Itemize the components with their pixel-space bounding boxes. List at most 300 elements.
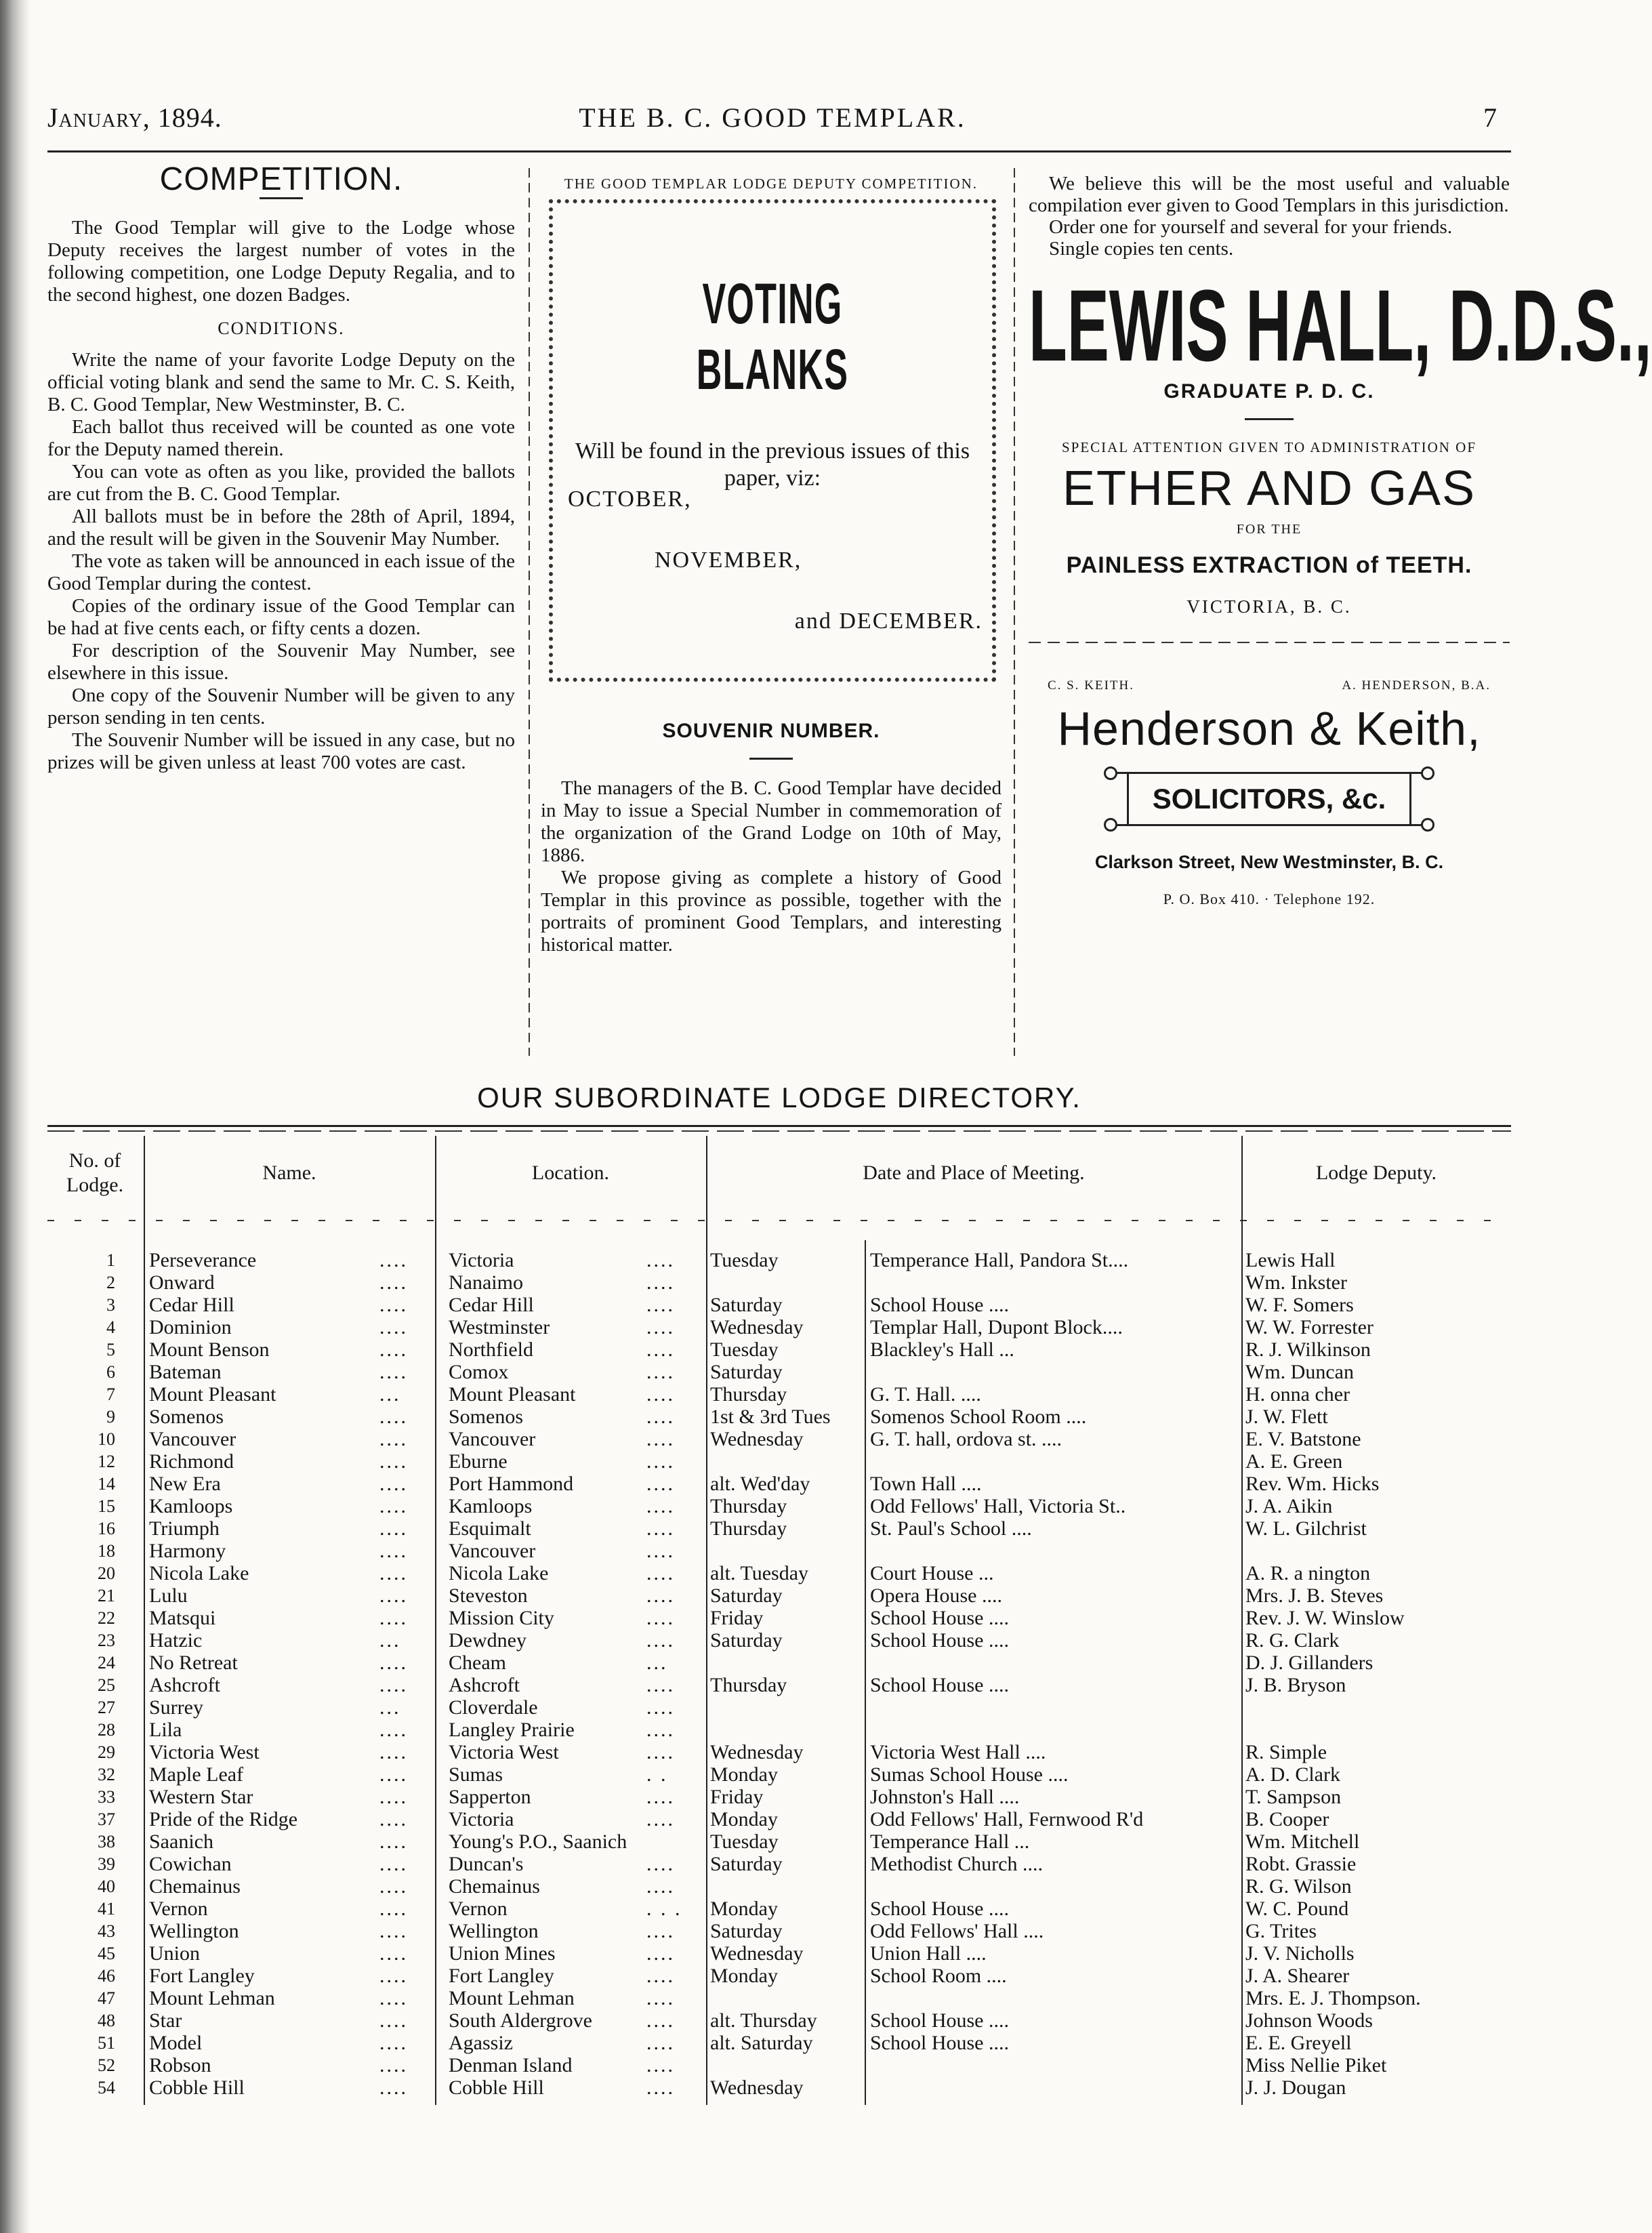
meeting-place: School House .... [870,1607,1009,1629]
meeting-day: Wednesday [710,1942,804,1965]
leader-dots: .... [379,1898,408,1920]
lodge-name: Cowichan [149,1853,232,1875]
meeting-day: alt. Thursday [710,2009,817,2032]
lodge-location: Cloverdale [449,1696,538,1719]
table-row [47,1383,1511,1406]
lodge-deputy: J. B. Bryson [1245,1674,1346,1696]
ad-separator [1029,642,1510,643]
table-row [47,1674,1511,1696]
lodge-name: Harmony [149,1540,226,1562]
lodge-location: Steveston [449,1584,528,1607]
leader-dots: .... [646,1741,675,1763]
dentist-name: LEWIS HALL, D.D.S., [1029,268,1652,382]
meeting-day: Wednesday [710,1741,804,1763]
table-row [47,1987,1511,2009]
meeting-day: alt. Tuesday [710,1562,809,1584]
leader-dots: .... [646,1271,675,1294]
header-bottom-rule [47,1220,1511,1221]
ad-dash [1245,418,1294,420]
lodge-name: Vernon [149,1898,208,1920]
directory-title: OUR SUBORDINATE LODGE DIRECTORY. [477,1082,1081,1113]
lodge-location: Victoria [449,1808,514,1830]
frame-line [1107,772,1432,774]
lodge-number: 22 [98,1608,115,1628]
lodge-deputy: Miss Nellie Piket [1245,2054,1387,2076]
leader-dots: ... [379,1696,401,1719]
lodge-deputy: A. E. Green [1245,1450,1343,1473]
lodge-location: Esquimalt [449,1517,531,1540]
lodge-location: Chemainus [449,1875,540,1898]
lodge-name: Chemainus [149,1875,241,1898]
table-row [47,1294,1511,1316]
lodge-name: Lulu [149,1584,188,1607]
leader-dots: .... [379,1517,408,1540]
lodge-location: Mount Lehman [449,1987,575,2009]
lodge-deputy: W. F. Somers [1245,1294,1354,1316]
table-row [47,1450,1511,1473]
leader-dots: .... [379,1920,408,1942]
leader-dots: .... [646,1316,675,1338]
lodge-deputy: E. V. Batstone [1245,1428,1361,1450]
lodge-name: Mount Lehman [149,1987,275,2009]
leader-dots: .... [646,1473,675,1495]
meeting-day: Thursday [710,1495,787,1517]
lodge-number: 46 [98,1966,115,1986]
lodge-location: Mission City [449,1607,554,1629]
dentist-city: VICTORIA, B. C. [1186,596,1352,617]
leader-dots: .... [379,2032,408,2054]
leader-dots: ... [379,1383,401,1406]
lodge-location: Langley Prairie [449,1719,575,1741]
lodge-name: Union [149,1942,200,1965]
leader-dots: .... [379,2076,408,2099]
lodge-deputy: T. Sampson [1245,1786,1342,1808]
leader-dots: .... [646,1853,675,1875]
leader-dots: .... [646,1294,675,1316]
table-row [47,1517,1511,1540]
lodge-number: 12 [98,1452,115,1471]
leader-dots: .... [379,1294,408,1316]
law-po-box: P. O. Box 410. · Telephone 192. [1163,890,1376,907]
leader-dots: .... [379,1853,408,1875]
lodge-number: 28 [98,1720,115,1740]
meeting-place: Union Hall .... [870,1942,987,1965]
meeting-place: Victoria West Hall .... [870,1741,1046,1763]
meeting-place: Town Hall .... [870,1473,982,1495]
lodge-number: 7 [106,1385,115,1404]
meeting-day: Tuesday [710,1830,779,1853]
lodge-location: Victoria West [449,1741,559,1763]
leader-dots: . . [646,1763,668,1786]
leader-dots: .... [379,1808,408,1830]
table-row [47,1540,1511,1562]
condition-paragraph: Each ballot thus received will be counted as one vote for the Deputy named therein. [47,416,515,460]
condition-paragraph: All ballots must be in before the 28th of April, 1894, and the result will be given in the Souvenir May Number. [47,506,515,550]
meeting-place: School House .... [870,2032,1009,2054]
leader-dots: .... [646,1584,675,1607]
meeting-day: Saturday [710,1629,783,1652]
souvenir-title: SOUVENIR NUMBER. [662,720,880,742]
table-row [47,1473,1511,1495]
table-row [47,1942,1511,1965]
lodge-number: 9 [106,1407,115,1427]
directory-top-rule [47,1125,1511,1127]
column-divider-1 [529,168,530,1056]
lodge-name: Pride of the Ridge [149,1808,298,1830]
lodge-number: 39 [98,1854,115,1874]
meeting-day: Saturday [710,1361,783,1383]
dentist-ether-gas: ETHER AND GAS [1062,462,1477,516]
lodge-deputy: Rev. J. W. Winslow [1245,1607,1405,1629]
leader-dots: .... [646,1540,675,1562]
leader-dots: .... [646,1987,675,2009]
lodge-name: Lila [149,1719,182,1741]
meeting-day: 1st & 3rd Tues [710,1406,831,1428]
lodge-number: 54 [98,2078,115,2097]
lodge-number: 27 [98,1698,115,1717]
voting-blanks-title: VOTING BLANKS [696,272,849,401]
lodge-deputy: B. Cooper [1245,1808,1329,1830]
meeting-day: Saturday [710,1920,783,1942]
meeting-place: Opera House .... [870,1584,1002,1607]
table-row [47,2032,1511,2054]
lodge-deputy: R. Simple [1245,1741,1327,1763]
lodge-location: Comox [449,1361,509,1383]
lodge-name: Triumph [149,1517,220,1540]
table-row [47,2009,1511,2032]
leader-dots: .... [379,1987,408,2009]
lodge-number: 29 [98,1742,115,1762]
lodge-location: Fort Langley [449,1965,554,1987]
meeting-day: Thursday [710,1517,787,1540]
leader-dots: ... [379,1629,401,1652]
leader-dots: .... [646,1674,675,1696]
lodge-location: Sumas [449,1763,503,1786]
lodge-location: South Aldergrove [449,2009,592,2032]
lodge-location: Cobble Hill [449,2076,544,2099]
leader-dots: .... [646,1920,675,1942]
frame-ornament [1104,766,1117,780]
lodge-deputy: Robt. Grassie [1245,1853,1357,1875]
dentist-special: SPECIAL ATTENTION GIVEN TO ADMINISTRATION OF [1061,439,1477,455]
header-deputy: Lodge Deputy. [1315,1162,1437,1184]
meeting-place: Temperance Hall ... [870,1830,1030,1853]
leader-dots: .... [379,1562,408,1584]
leader-dots: .... [646,1942,675,1965]
lodge-number: 14 [98,1474,115,1494]
meeting-day: Thursday [710,1674,787,1696]
voting-blanks-box [549,199,996,682]
frame-ornament [1104,818,1117,832]
table-row [47,1316,1511,1338]
leader-dots: .... [646,1808,675,1830]
table-row [47,1786,1511,1808]
dentist-for-the: FOR THE [1236,522,1302,537]
meeting-day: Monday [710,1808,778,1830]
leader-dots: . . . [646,1898,682,1920]
leader-dots: .... [646,1383,675,1406]
lodge-number: 3 [106,1295,115,1315]
souvenir-paragraph: We propose giving as complete a history of Good Templar in this province as possible, together with the portraits of prominent Good Templars, and interesting historical matter. [541,867,1001,956]
month-november: NOVEMBER, [655,548,802,573]
lodge-location: Victoria [449,1249,514,1271]
table-row [47,1875,1511,1898]
lodge-name: Surrey [149,1696,203,1719]
leader-dots: .... [646,1495,675,1517]
page-binding-edge [0,0,30,2233]
lodge-deputy: D. J. Gillanders [1245,1652,1374,1674]
lodge-number: 21 [98,1586,115,1605]
lodge-deputy: H. onna cher [1245,1383,1350,1406]
leader-dots: .... [646,1428,675,1450]
meeting-day: Wednesday [710,1428,804,1450]
header-date: January, 1894. [47,102,222,133]
condition-paragraph: Copies of the ordinary issue of the Good Templar can be had at five cents each, or fifty cents a dozen. [47,595,515,639]
table-row [47,1741,1511,1763]
lodge-number: 48 [98,2011,115,2030]
dentist-painless: PAINLESS EXTRACTION of TEETH. [1066,552,1472,578]
condition-paragraph: You can vote as often as you like, provided the ballots are cut from the B. C. Good Templar. [47,461,515,505]
meeting-day: Saturday [710,1584,783,1607]
lodge-name: Matsqui [149,1607,216,1629]
promo-paragraph: We believe this will be the most useful and valuable compilation ever given to Good Templars in this jurisdiction. [1029,173,1510,216]
lodge-number: 18 [98,1541,115,1561]
lodge-location: Mount Pleasant [449,1383,576,1406]
lodge-number: 38 [98,1832,115,1851]
table-row [47,1719,1511,1741]
leader-dots: .... [646,1719,675,1741]
month-december: and DECEMBER. [794,609,983,634]
meeting-day: Wednesday [710,1316,804,1338]
lodge-name: Mount Pleasant [149,1383,276,1406]
table-row [47,1652,1511,1674]
leader-dots: .... [646,2032,675,2054]
lodge-name: No Retreat [149,1652,238,1674]
table-row [47,1428,1511,1450]
leader-dots: .... [646,1338,675,1361]
table-row [47,1853,1511,1875]
lodge-number: 24 [98,1653,115,1673]
souvenir-promo [1029,173,1510,260]
leader-dots: .... [379,1450,408,1473]
lodge-deputy: Mrs. E. J. Thompson. [1245,1987,1421,2009]
leader-dots: .... [379,1652,408,1674]
lodge-number: 51 [98,2033,115,2053]
promo-paragraph: Single copies ten cents. [1049,238,1234,260]
header-location: Location. [531,1162,610,1184]
meeting-place: Templar Hall, Dupont Block.... [870,1316,1123,1338]
table-row [47,2054,1511,2076]
competition-title: COMPETITION. [159,161,403,197]
leader-dots: .... [646,1562,675,1584]
lodge-number: 1 [106,1250,115,1270]
lodge-name: New Era [149,1473,221,1495]
lodge-location: Sapperton [449,1786,531,1808]
lodge-name: Somenos [149,1406,224,1428]
meeting-place: Court House ... [870,1562,994,1584]
header-rule [47,150,1511,152]
leader-dots: .... [646,2054,675,2076]
advertisements-column [1029,173,1652,908]
voting-blanks-subtitle: Will be found in the previous issues of this paper, viz: [575,438,970,491]
meeting-place: Johnston's Hall .... [870,1786,1020,1808]
lodge-location: Ashcroft [449,1674,520,1696]
lodge-number: 43 [98,1921,115,1941]
lodge-location: Somenos [449,1406,524,1428]
leader-dots: .... [646,1450,675,1473]
lodge-deputy: Wm. Inkster [1245,1271,1347,1294]
lodge-number: 40 [98,1877,115,1896]
lodge-location: Vancouver [449,1540,536,1562]
lodge-name: Hatzic [149,1629,203,1652]
meeting-place: Methodist Church .... [870,1853,1043,1875]
lodge-name: Model [149,2032,203,2054]
lodge-name: Kamloops [149,1495,233,1517]
header-meeting: Date and Place of Meeting. [863,1162,1085,1184]
leader-dots: .... [646,1249,675,1271]
lodge-deputy: Johnson Woods [1245,2009,1373,2032]
table-row [47,1696,1511,1719]
lodge-deputy: R. G. Wilson [1245,1875,1352,1898]
lodge-name: Bateman [149,1361,222,1383]
lodge-number: 41 [98,1899,115,1919]
meeting-day: Monday [710,1965,778,1987]
leader-dots: .... [379,1316,408,1338]
lodge-location: Port Hammond [449,1473,574,1495]
souvenir-paragraph: The managers of the B. C. Good Templar have decided in May to issue a Special Number in commemoration of the organization of the Grand Lodge on 10th of May, 1886. [541,777,1001,866]
table-row [47,1495,1511,1517]
meeting-place: Odd Fellows' Hall, Fernwood R'd [870,1808,1144,1830]
table-row [47,1808,1511,1830]
partner-keith: C. S. KEITH. [1048,678,1134,693]
table-row [47,1584,1511,1607]
condition-paragraph: The Souvenir Number will be issued in any case, but no prizes will be given unless at least 700 votes are cast. [47,729,515,773]
lodge-deputy: J. A. Aikin [1245,1495,1333,1517]
lodge-name: Cedar Hill [149,1294,234,1316]
meeting-day: Friday [710,1607,764,1629]
lodge-name: Vancouver [149,1428,236,1450]
meeting-place: School House .... [870,1674,1009,1696]
leader-dots: .... [646,1875,675,1898]
lodge-location: Vancouver [449,1428,536,1450]
leader-dots: .... [646,1786,675,1808]
meeting-day: alt. Wed'day [710,1473,810,1495]
table-row [47,1629,1511,1652]
lodge-location: Vernon [449,1898,508,1920]
leader-dots: .... [379,1965,408,1987]
lodge-number: 16 [98,1519,115,1538]
lodge-deputy: J. W. Flett [1245,1406,1328,1428]
lodge-number: 23 [98,1631,115,1650]
leader-dots: .... [646,1965,675,1987]
table-row [47,1830,1511,1853]
title-dash [749,758,793,760]
leader-dots: .... [379,1584,408,1607]
lodge-name: Wellington [149,1920,239,1942]
voting-souvenir-column [541,175,1001,956]
table-row [47,2076,1511,2099]
lodge-deputy: W. L. Gilchrist [1245,1517,1367,1540]
lodge-number: 33 [98,1787,115,1807]
meeting-place: School House .... [870,1898,1009,1920]
lodge-location: Nicola Lake [449,1562,549,1584]
table-row [47,1271,1511,1294]
law-address: Clarkson Street, New Westminster, B. C. [1094,852,1444,872]
lodge-name: Cobble Hill [149,2076,245,2099]
meeting-place: Sumas School House .... [870,1763,1069,1786]
law-partners [1029,678,1510,701]
meeting-place: G. T. Hall. .... [870,1383,981,1406]
lodge-deputy: E. E. Greyell [1245,2032,1352,2054]
meeting-place: School House .... [870,1294,1009,1316]
leader-dots: .... [379,2054,408,2076]
solicitors-frame [1107,766,1432,832]
lodge-deputy: R. G. Clark [1245,1629,1340,1652]
lodge-deputy: Wm. Mitchell [1245,1830,1360,1853]
meeting-day: Tuesday [710,1249,779,1271]
lodge-number: 15 [98,1496,115,1516]
leader-dots: .... [379,1271,408,1294]
frame-line [1107,824,1432,826]
condition-paragraph: For description of the Souvenir May Number, see elsewhere in this issue. [47,640,515,684]
meeting-place: Blackley's Hall ... [870,1338,1014,1361]
leader-dots: .... [646,1629,675,1652]
lodge-number: 32 [98,1765,115,1784]
competition-article [47,161,515,774]
leader-dots: .... [646,1361,675,1383]
leader-dots: .... [379,1540,408,1562]
meeting-place: Somenos School Room .... [870,1406,1087,1428]
lodge-number: 6 [106,1362,115,1382]
table-row [47,1763,1511,1786]
header-lodge-number: No. of Lodge. [66,1149,124,1196]
meeting-day: Wednesday [710,2076,804,2099]
lodge-number: 4 [106,1317,115,1337]
leader-dots: ... [646,1652,668,1674]
lodge-name: Fort Langley [149,1965,255,1987]
meeting-place: St. Paul's School .... [870,1517,1032,1540]
meeting-place: G. T. hall, ordova st. .... [870,1428,1062,1450]
lodge-location: Duncan's [449,1853,524,1875]
table-row [47,1338,1511,1361]
lodge-number: 2 [106,1273,115,1292]
leader-dots: .... [646,1607,675,1629]
meeting-day: Thursday [710,1383,787,1406]
leader-dots: .... [646,1517,675,1540]
lodge-location: Westminster [449,1316,550,1338]
lodge-number: 25 [98,1675,115,1695]
lodge-name: Onward [149,1271,215,1294]
lodge-name: Nicola Lake [149,1562,249,1584]
lodge-location: Young's P.O., Saanich [449,1830,627,1853]
lodge-deputy: G. Trites [1245,1920,1317,1942]
lodge-name: Ashcroft [149,1674,220,1696]
meeting-place: Odd Fellows' Hall .... [870,1920,1044,1942]
lodge-deputy: A. D. Clark [1245,1763,1340,1786]
lodge-number: 45 [98,1944,115,1963]
lodge-deputy: Lewis Hall [1245,1249,1336,1271]
lodge-number: 37 [98,1809,115,1829]
leader-dots: .... [379,1249,408,1271]
lodge-name: Western Star [149,1786,253,1808]
leader-dots: .... [646,2076,675,2099]
lodge-location: Denman Island [449,2054,573,2076]
table-row [47,1249,1511,1271]
lodge-deputy: W. C. Pound [1245,1898,1349,1920]
competition-intro: The Good Templar will give to the Lodge whose Deputy receives the largest number of votes in the following competition, one Lodge Deputy Regalia, and to the second highest, one dozen Badges. [47,217,515,306]
header-page-number: 7 [1483,102,1498,133]
table-row [47,1607,1511,1629]
